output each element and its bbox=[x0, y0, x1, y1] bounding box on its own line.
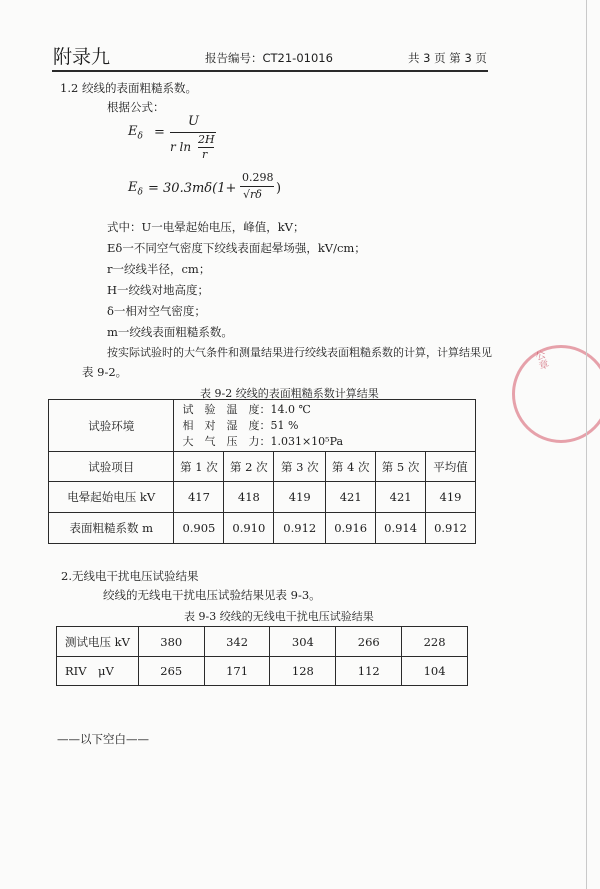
table-9-3 bbox=[56, 626, 468, 686]
table-cell: 0.905 bbox=[174, 513, 224, 544]
table-cell: 0.916 bbox=[326, 513, 376, 544]
header-cell: 第 1 次 bbox=[174, 452, 224, 482]
row-label: 电晕起始电压 kV bbox=[49, 482, 174, 513]
table-cell: 419 bbox=[426, 482, 476, 513]
definition-h: H一绞线对地高度； bbox=[107, 283, 210, 297]
appendix-title: 附录九 bbox=[53, 46, 111, 68]
formula-1: $E_\delta$ = U r ln 2H r bbox=[128, 114, 215, 161]
env-pressure: 大 气 压 力：1.031×10⁵Pa bbox=[182, 434, 344, 448]
table-9-3-caption: 表 9-3 绞线的无线电干扰电压试验结果 bbox=[184, 610, 374, 623]
table-cell: 417 bbox=[174, 482, 224, 513]
table-cell: 0.912 bbox=[274, 513, 326, 544]
table-cell: 104 bbox=[402, 657, 468, 686]
section-2-heading: 2.无线电干扰电压试验结果 bbox=[61, 569, 199, 583]
table-cell: 0.914 bbox=[376, 513, 426, 544]
table-row bbox=[49, 400, 476, 452]
header-cell: 第 3 次 bbox=[274, 452, 326, 482]
definition-m: m一绞线表面粗糙系数。 bbox=[107, 325, 233, 339]
table-header-row bbox=[49, 452, 476, 482]
table-row bbox=[49, 513, 476, 544]
definition-u: 式中：U一电晕起始电压，峰值，kV； bbox=[107, 220, 305, 234]
table-9-2 bbox=[48, 399, 476, 544]
table-row bbox=[57, 657, 468, 686]
table-cell: 421 bbox=[376, 482, 426, 513]
stamp-text: 公章 bbox=[531, 349, 549, 372]
table-cell: 0.910 bbox=[224, 513, 274, 544]
header-rule bbox=[52, 70, 488, 72]
table-row bbox=[49, 482, 476, 513]
table-cell: 171 bbox=[204, 657, 270, 686]
table-cell: 342 bbox=[204, 627, 270, 657]
definition-e: Eδ一不同空气密度下绞线表面起晕场强，kV/cm； bbox=[107, 241, 366, 255]
paragraph-line-1: 按实际试验时的大气条件和测量结果进行绞线表面粗糙系数的计算，计算结果见 bbox=[107, 346, 492, 359]
header-cell: 试验项目 bbox=[49, 452, 174, 482]
table-cell: 418 bbox=[224, 482, 274, 513]
env-label: 试验环境 bbox=[49, 400, 174, 452]
section-2-paragraph: 绞线的无线电干扰电压试验结果见表 9-3。 bbox=[103, 588, 321, 602]
table-cell: 421 bbox=[326, 482, 376, 513]
formula-2: $E_\delta$ = 30.3mδ(1+ 0.298 √rδ ) bbox=[128, 171, 282, 201]
table-cell: 419 bbox=[274, 482, 326, 513]
scan-edge bbox=[586, 0, 587, 889]
table-cell: 0.912 bbox=[426, 513, 476, 544]
table-cell: 380 bbox=[138, 627, 204, 657]
table-row bbox=[57, 627, 468, 657]
table-cell: 228 bbox=[402, 627, 468, 657]
table-cell: 128 bbox=[270, 657, 336, 686]
table-cell: 266 bbox=[336, 627, 402, 657]
table-cell: 112 bbox=[336, 657, 402, 686]
table-9-2-caption: 表 9-2 绞线的表面粗糙系数计算结果 bbox=[200, 387, 379, 400]
section-heading: 1.2 绞线的表面粗糙系数。 bbox=[60, 81, 197, 95]
header-cell: 第 2 次 bbox=[224, 452, 274, 482]
row-label: RIV μV bbox=[57, 657, 139, 686]
report-number: 报告编号：CT21-01016 bbox=[205, 51, 333, 65]
table-cell: 265 bbox=[138, 657, 204, 686]
row-label: 表面粗糙系数 m bbox=[49, 513, 174, 544]
header-cell: 第 4 次 bbox=[326, 452, 376, 482]
env-humidity: 相 对 湿 度：51 % bbox=[182, 418, 299, 432]
row-label: 测试电压 kV bbox=[57, 627, 139, 657]
header-cell: 第 5 次 bbox=[376, 452, 426, 482]
env-temperature: 试 验 温 度：14.0 ℃ bbox=[182, 402, 311, 416]
paragraph-line-2: 表 9-2。 bbox=[82, 365, 128, 379]
table-cell: 304 bbox=[270, 627, 336, 657]
formula-intro: 根据公式： bbox=[107, 100, 165, 114]
page-indicator: 共 3 页 第 3 页 bbox=[408, 51, 487, 65]
definition-r: r一绞线半径，cm； bbox=[107, 262, 211, 276]
env-conditions bbox=[174, 400, 476, 452]
header-cell: 平均值 bbox=[426, 452, 476, 482]
blank-marker: ——以下空白—— bbox=[57, 732, 149, 746]
definition-delta: δ一相对空气密度； bbox=[107, 304, 206, 318]
